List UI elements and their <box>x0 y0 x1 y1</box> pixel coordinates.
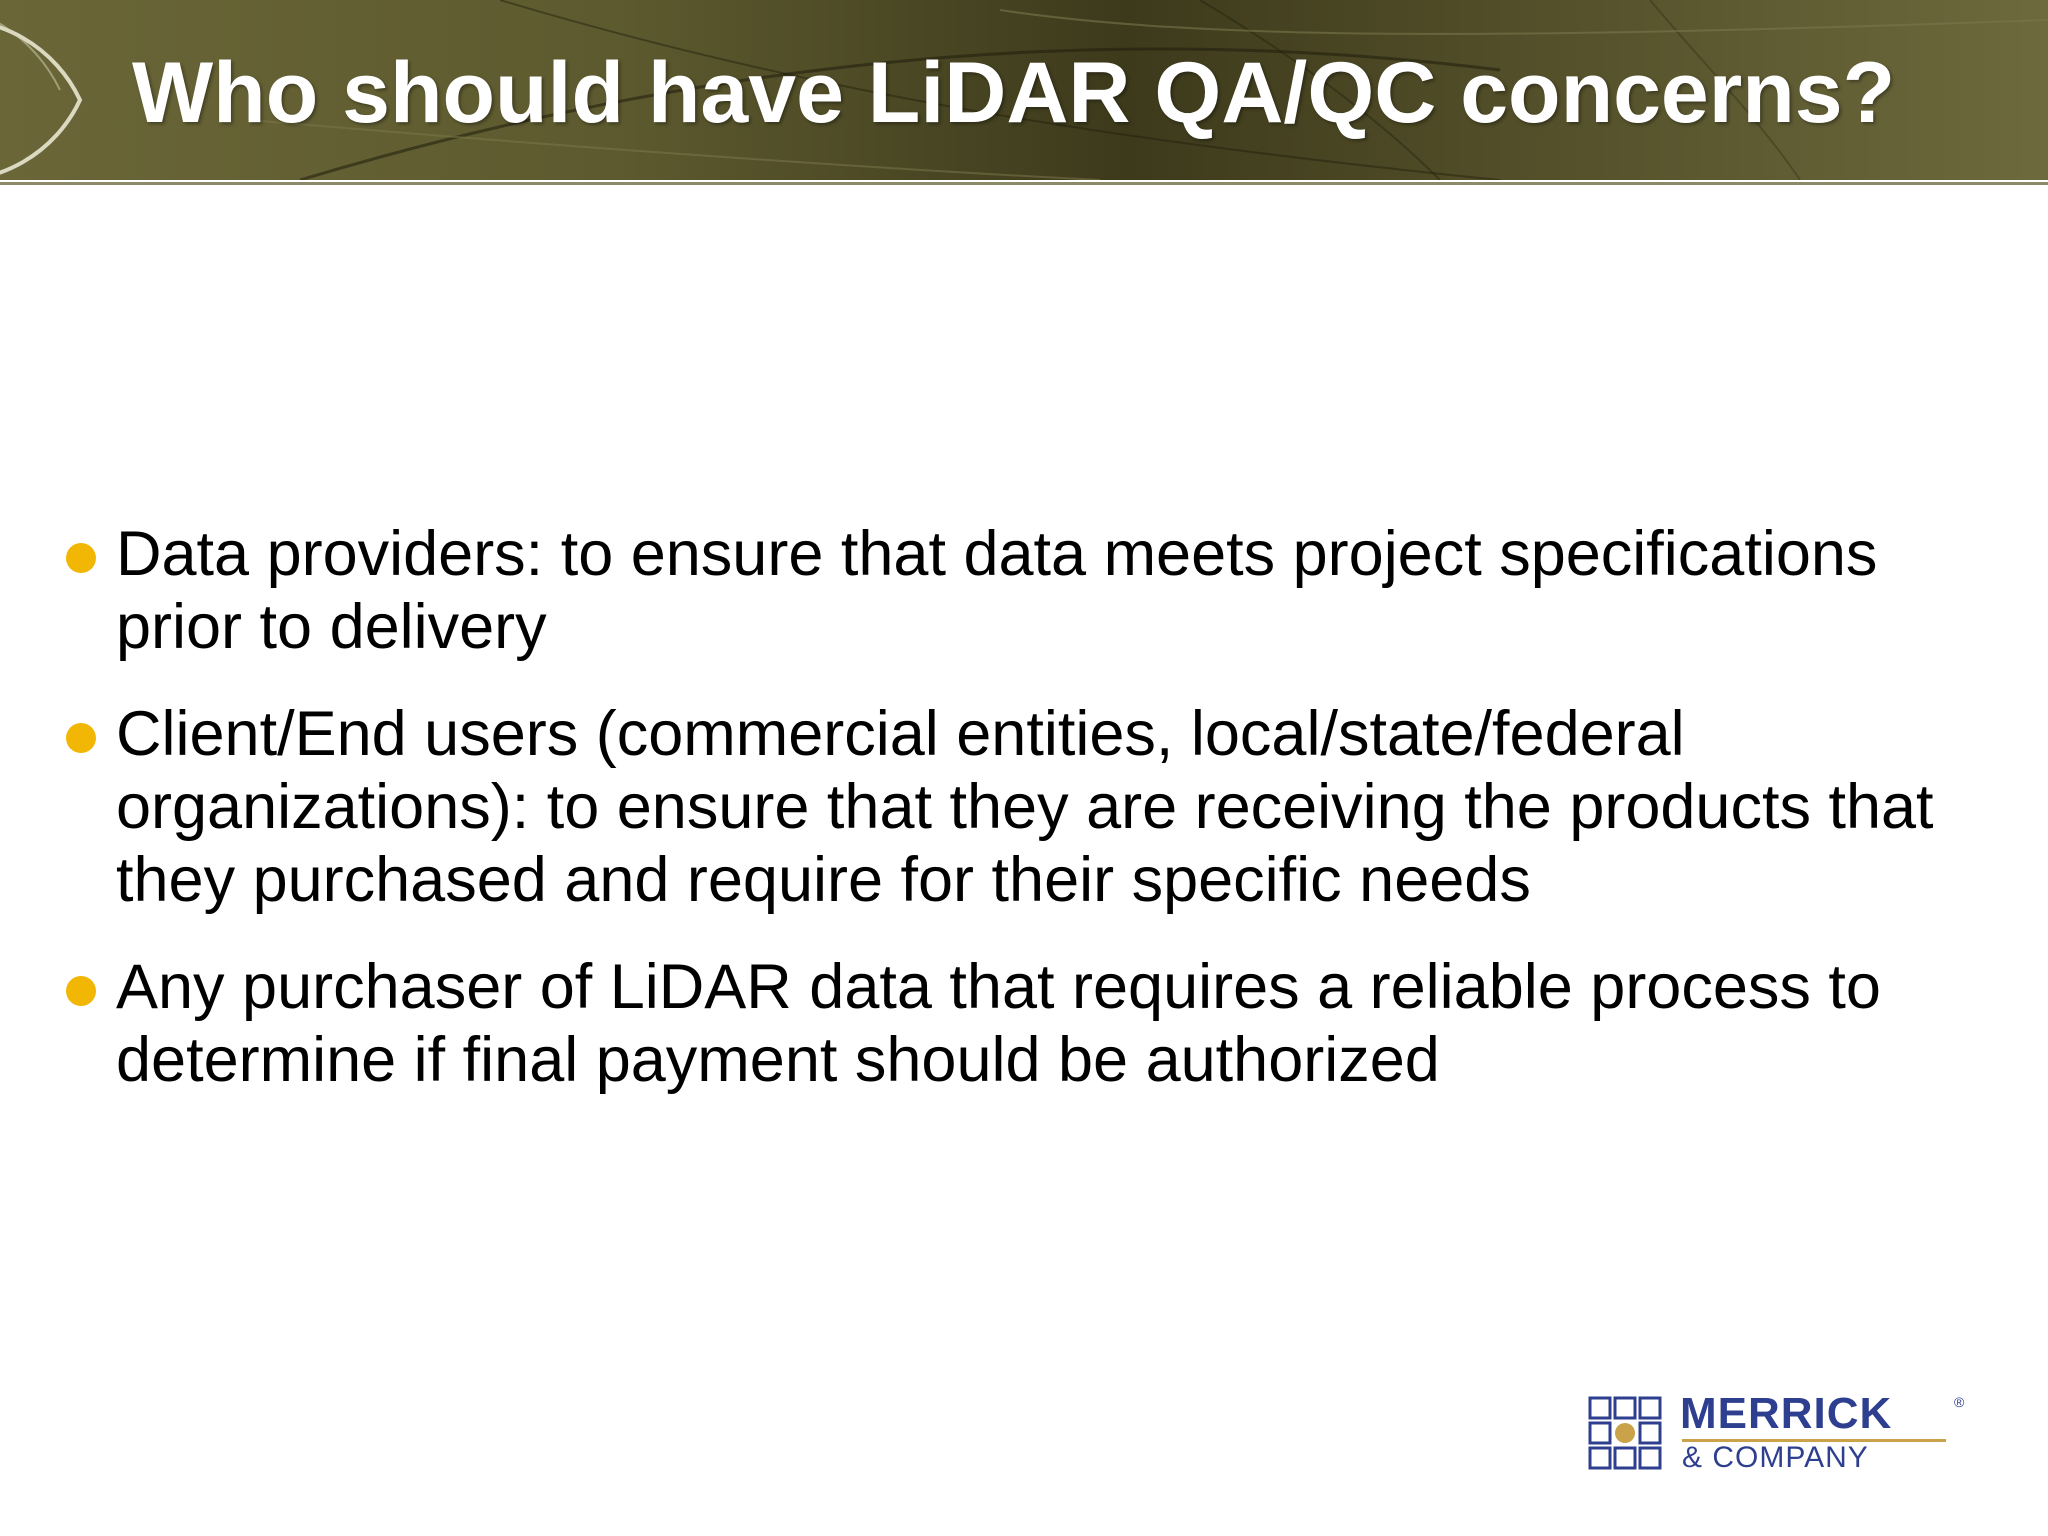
bullet-item <box>60 698 1990 917</box>
logo-name: MERRICK <box>1680 1389 1893 1438</box>
title-banner <box>0 0 2048 180</box>
slide-title: Who should have LiDAR QA/QC concerns? <box>132 45 1896 141</box>
logo-registered-mark: ® <box>1954 1394 1965 1410</box>
bullet-dot-icon <box>66 723 96 753</box>
logo-subtitle: & COMPANY <box>1682 1441 1869 1474</box>
bullet-text: Data providers: to ensure that data meets project specifications prior to delivery <box>116 519 1878 662</box>
bullet-dot-icon <box>66 976 96 1006</box>
bullet-dot-icon <box>66 543 96 573</box>
bullet-list <box>60 518 1990 1131</box>
bullet-text: Any purchaser of LiDAR data that requires a reliable process to determine if final payment should be authorized <box>116 952 1881 1095</box>
bullet-item <box>60 518 1990 664</box>
bullet-item <box>60 951 1990 1097</box>
merrick-logo <box>1588 1389 1968 1474</box>
header-divider <box>0 180 2048 188</box>
logo-grid-icon <box>1588 1396 1662 1470</box>
bullet-text: Client/End users (commercial entities, local/state/federal organizations): to ensure that they are receiving the products that they purchased and require for their specific needs <box>116 699 1934 915</box>
